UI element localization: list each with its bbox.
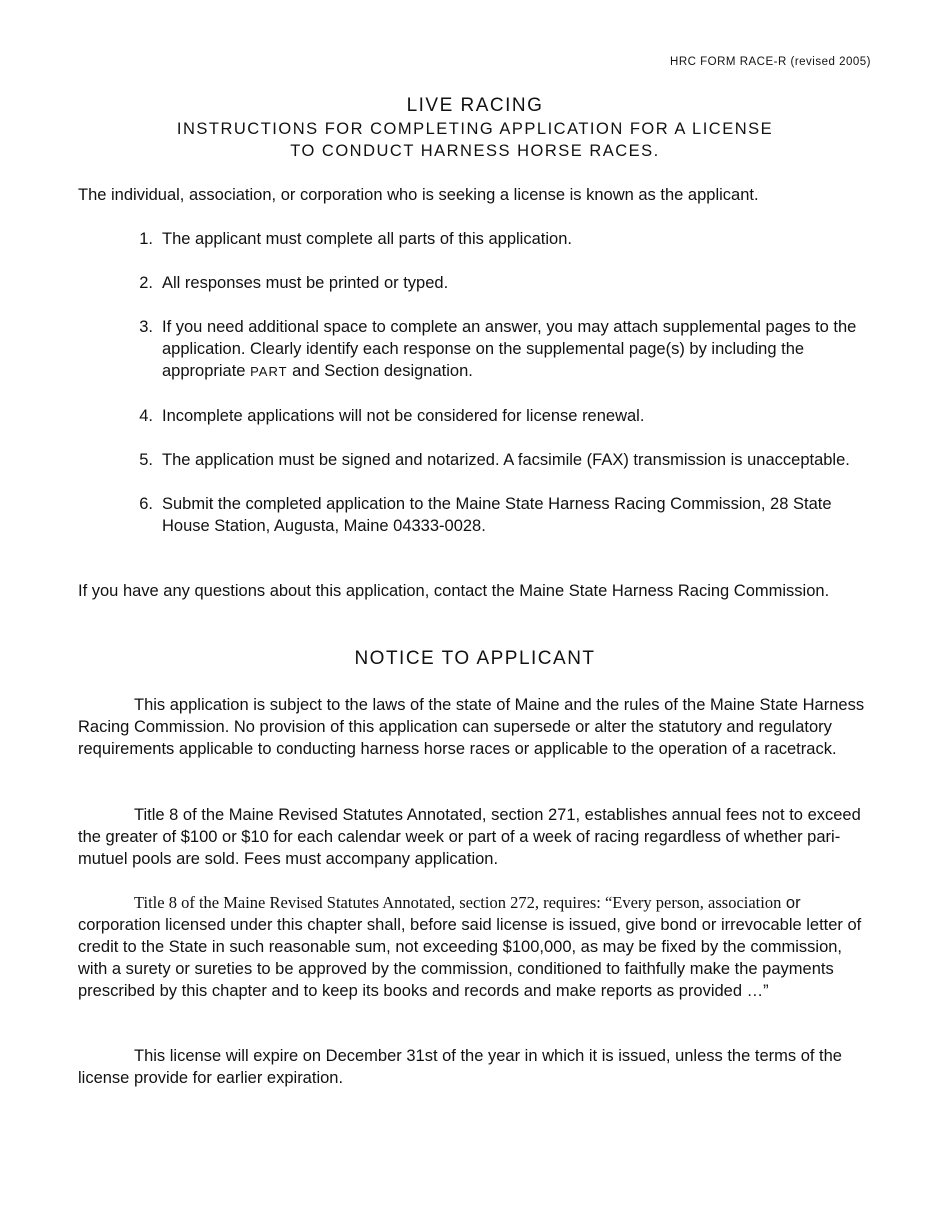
- instruction-item: [78, 405, 878, 427]
- page-title: LIVE RACING: [406, 95, 544, 116]
- instruction-text-part: and Section designation.: [287, 362, 473, 380]
- instruction-text: The applicant must complete all parts of this application.: [162, 230, 572, 248]
- intro-paragraph: The individual, association, or corporation who is seeking a license is known as the applicant.: [78, 186, 759, 204]
- instruction-text: Submit the completed application to the Maine State Harness Racing Commission, 28 State House Station, Augusta, Maine 04333-0028.: [162, 495, 832, 535]
- form-identifier: HRC FORM RACE-R (revised 2005): [670, 56, 871, 68]
- notice-paragraph-laws: This application is subject to the laws of the state of Maine and the rules of the Maine State Harness Racing Commission. No provision of this application can supersede or alter the statutory and regulatory requirements applicable to conducting harness horse races or applicable to the operation of a racetrack.: [78, 696, 865, 758]
- instruction-number: 6.: [139, 495, 153, 513]
- instruction-number: 4.: [139, 407, 153, 425]
- instruction-number: 2.: [139, 274, 153, 292]
- title-block: [0, 94, 950, 162]
- instruction-number: 3.: [139, 318, 153, 336]
- instruction-text: The application must be signed and notarized. A facsimile (FAX) transmission is unacceptable.: [162, 451, 850, 469]
- instruction-item: [78, 449, 878, 471]
- notice-heading: NOTICE TO APPLICANT: [354, 648, 596, 669]
- instruction-item: [78, 316, 878, 383]
- contact-note: If you have any questions about this application, contact the Maine State Harness Racing Commission.: [78, 582, 830, 600]
- instruction-item: [78, 493, 878, 537]
- notice-paragraph-expiration: This license will expire on December 31st of the year in which it is issued, unless the terms of the license provide for earlier expiration.: [78, 1047, 842, 1087]
- instruction-text-part: If you need additional space to complete an answer, you may attach supplemental pages to the application. Clearly identify each response on the supplemental page(s) by including the appropriate: [162, 318, 857, 380]
- notice-paragraph-fees: Title 8 of the Maine Revised Statutes Annotated, section 271, establishes annual fees not to exceed the greater of $100 or $10 for each calendar week or part of a week of racing regardless of whether pari-mutuel pools are sold. Fees must accompany application.: [78, 806, 861, 868]
- notice-paragraph-bond: [78, 892, 873, 1002]
- instruction-number: 1.: [139, 230, 153, 248]
- instruction-text: Incomplete applications will not be considered for license renewal.: [162, 407, 645, 425]
- part-keyword: PART: [250, 364, 288, 379]
- instruction-number: 5.: [139, 451, 153, 469]
- bond-paragraph-lead: Title 8 of the Maine Revised Statutes Annotated, section 272, requires: “Every person, association: [134, 893, 782, 912]
- instruction-text: All responses must be printed or typed.: [162, 274, 449, 292]
- instruction-item: [78, 228, 878, 250]
- instruction-item: [78, 272, 878, 294]
- instruction-text: [162, 318, 856, 380]
- bond-paragraph-body: or corporation licensed under this chapter shall, before said license is issued, give bond or irrevocable letter of credit to the State in such reasonable sum, not exceeding $100,000, as may be fixed by the commission, with a surety or sureties to be approved by the commission, conditioned to faithfully make the payments prescribed by this chapter and to keep its books and records and make reports as provided …”: [78, 894, 862, 1000]
- subtitle-line-2: TO CONDUCT HARNESS HORSE RACES.: [290, 142, 660, 160]
- subtitle-line-1: INSTRUCTIONS FOR COMPLETING APPLICATION FOR A LICENSE: [176, 120, 774, 138]
- instructions-list: [78, 228, 878, 559]
